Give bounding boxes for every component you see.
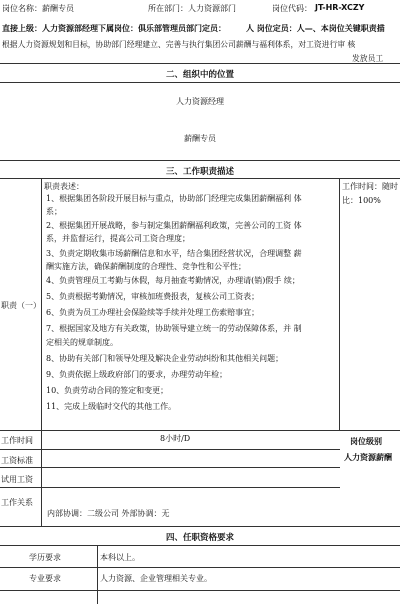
divider	[0, 487, 340, 488]
section-title-position: 二、组织中的位置	[165, 70, 234, 80]
list-item: 7、根据国家及地方有关政策，协助领导建立统一的劳动保障体系，并 制	[46, 324, 302, 333]
list-item: 9、负责依据上级政府部门的要求，办理劳动年检；	[46, 370, 228, 379]
superior-line: 直接上级：人力资源部经理下属岗位：俱乐部管理员部门定员：	[2, 24, 226, 33]
duty-label: 职责（一）	[1, 301, 41, 310]
divider	[0, 467, 340, 468]
divider	[0, 430, 400, 431]
position-code: JT-HR-XCZY	[315, 3, 365, 12]
major-value: 人力资源、企业管理相关专业。	[100, 574, 212, 583]
list-item: 10、负责劳动合同的签定和变更；	[46, 386, 169, 395]
divider	[0, 545, 400, 546]
position-code-label: 岗位代码：	[272, 4, 312, 13]
section-title-duties: 三、工作职责描述	[165, 167, 234, 177]
summary-line-2: 发放员工	[352, 54, 384, 63]
right-note-2: 比：100%	[342, 196, 381, 205]
divider	[0, 590, 400, 591]
list-item: 8、协助有关部门和领导处理及解决企业劳动纠纷和其他相关问题；	[46, 354, 284, 363]
work-time-value: 8小时/D	[160, 434, 191, 443]
divider	[0, 526, 400, 527]
list-item: 6、负责为员工办理社会保险续等手续并处理工伤索赔事宜；	[46, 308, 260, 317]
duties-intro: 职责表述：	[44, 182, 84, 191]
work-standard-label: 工资标准	[1, 456, 33, 465]
list-item: 11、完成上级临时交代的其他工作。	[46, 402, 177, 411]
divider	[0, 178, 400, 179]
divider	[0, 63, 400, 64]
list-item: 定相关的规章制度。	[46, 338, 118, 347]
list-item: 4、负责管理员工考勤与休假，每月抽查考勤情况，办理请(销)假手 续；	[46, 276, 300, 285]
relations-label: 工作关系	[1, 498, 33, 507]
probation-label: 试用工资	[1, 475, 33, 484]
staffing-line: 人 岗位定员：人—、本岗位关键职责描	[246, 24, 385, 33]
list-item: 3、负责定期收集市场薪酬信息和水平，结合集团经营状况，合理调整 薪	[46, 249, 302, 258]
list-item: 系；	[46, 207, 62, 216]
right-note-1: 工作时间：随时	[342, 182, 398, 191]
major-label: 专业要求	[29, 574, 61, 583]
department: 所在部门：人力资源部门	[148, 4, 236, 13]
education-value: 本科以上。	[100, 553, 140, 562]
table-border	[339, 178, 340, 430]
grade-label: 岗位级别	[350, 437, 382, 446]
relations-value: 内部协调：二级公司 外部协调：无	[47, 509, 170, 518]
section-title-requirements: 四、任职资格要求	[165, 533, 234, 543]
position-name: 岗位名称：薪酬专员	[2, 4, 74, 13]
divider	[0, 82, 400, 83]
divider	[0, 449, 340, 450]
education-label: 学历要求	[29, 553, 61, 562]
table-border	[97, 545, 98, 604]
org-superior-box: 人力资源经理	[176, 97, 224, 106]
grade-value: 人力资源薪酬	[344, 453, 392, 462]
list-item: 酬实施方法，确保薪酬制度的合理性、竞争性和公平性；	[46, 262, 246, 271]
divider	[0, 567, 400, 568]
list-item: 2、根据集团开展战略，参与制定集团薪酬福利政策，完善公司的工资 体	[46, 221, 302, 230]
list-item: 5、负责根据考勤情况，审核加班费报表，复核公司工资表；	[46, 292, 260, 301]
list-item: 1、根据集团各阶段开展目标与重点，协助部门经理完成集团薪酬福利 体	[46, 194, 302, 203]
work-time-label: 工作时间	[1, 436, 33, 445]
divider	[0, 160, 400, 161]
org-self-box: 薪酬专员	[184, 134, 216, 143]
list-item: 系，并监督运行，提高公司工资合理度；	[46, 234, 190, 243]
summary-line-1: 根据人力资源规划和目标，协助部门经理建立、完善与执行集团公司薪酬与福利体系，对工资进行审 核	[2, 40, 356, 49]
table-border	[41, 178, 42, 526]
